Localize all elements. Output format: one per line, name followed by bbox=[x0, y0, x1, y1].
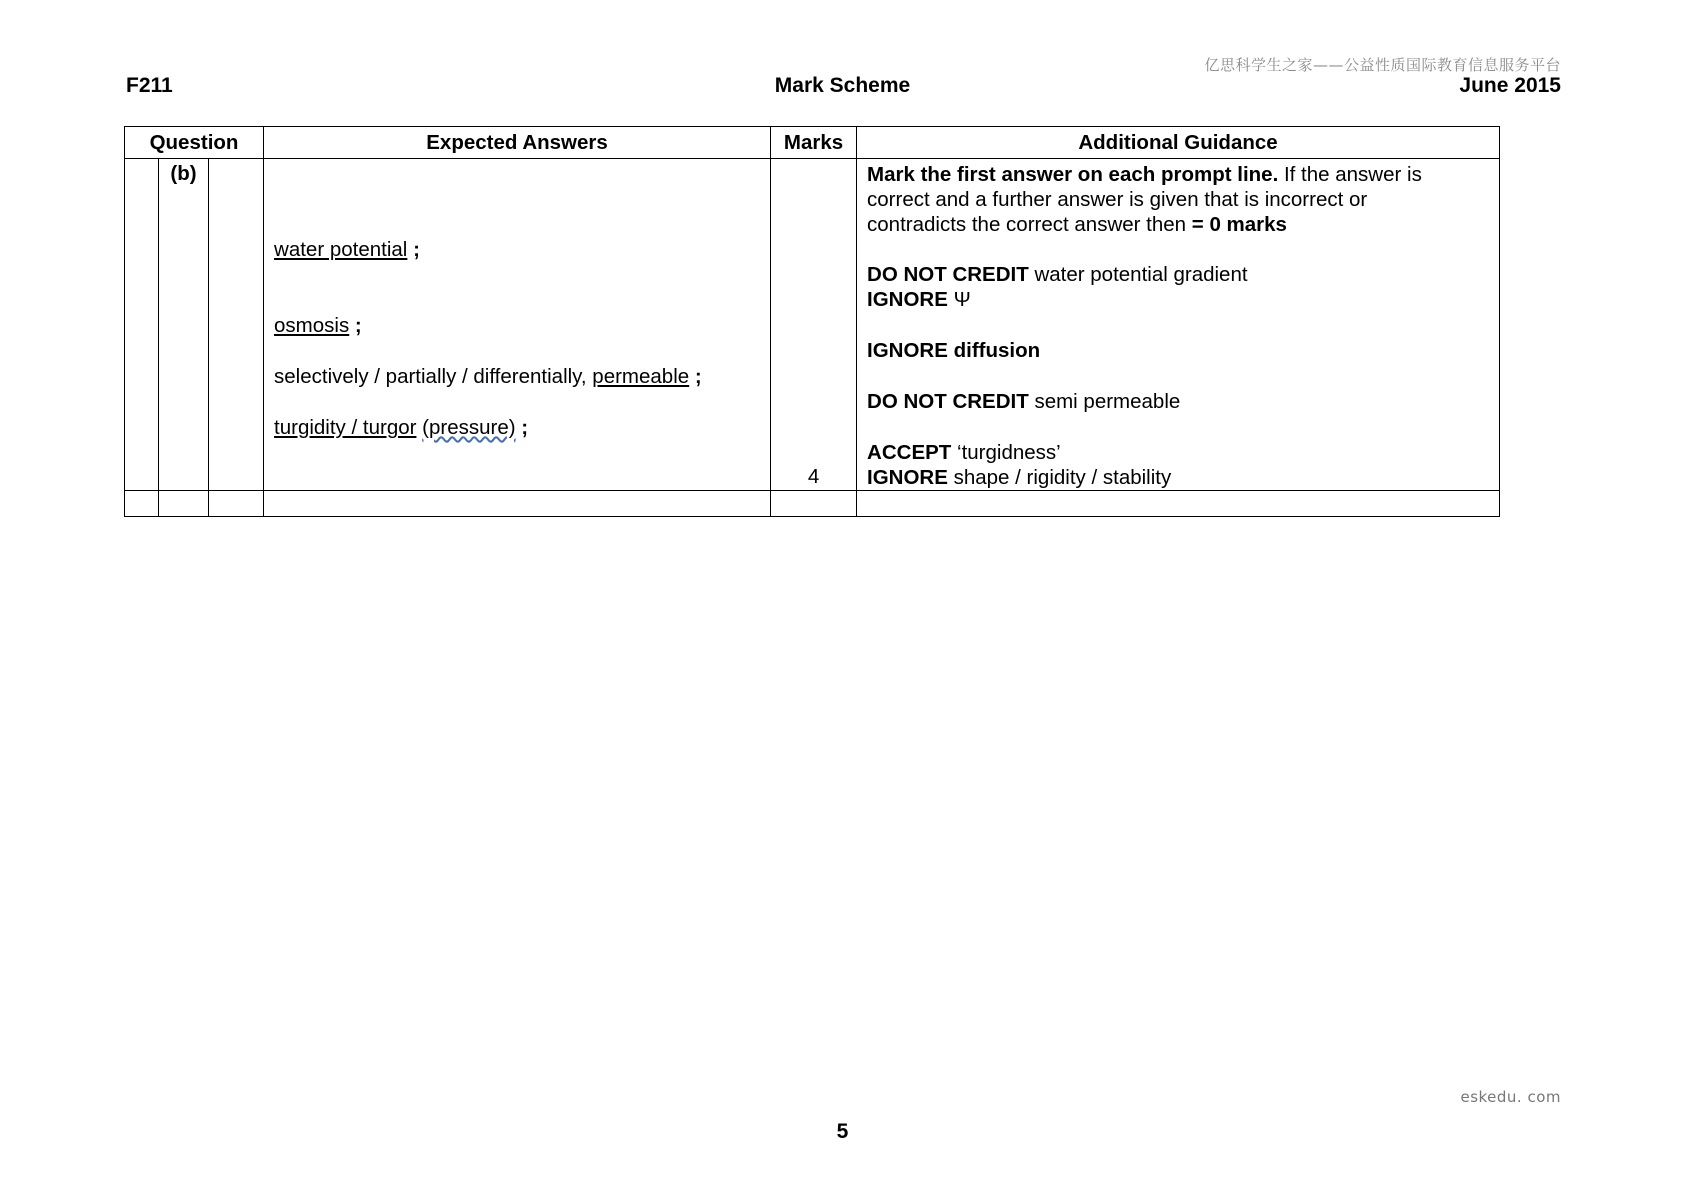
guidance-osmosis: IGNORE diffusion bbox=[867, 339, 1041, 362]
document-title: Mark Scheme bbox=[774, 74, 911, 97]
guidance-permeable: DO NOT CREDIT semi permeable bbox=[867, 390, 1181, 413]
header-expected-answers: Expected Answers bbox=[264, 127, 771, 159]
header-question: Question bbox=[125, 127, 264, 159]
site-watermark: eskedu. com bbox=[1460, 1088, 1561, 1106]
marks-cell bbox=[771, 159, 857, 491]
header-additional-guidance: Additional Guidance bbox=[857, 127, 1500, 159]
table-header-row bbox=[125, 127, 1500, 159]
guidance-water-potential: DO NOT CREDIT water potential gradient bbox=[867, 263, 1248, 286]
header-marks: Marks bbox=[771, 127, 857, 159]
table-row-empty bbox=[125, 491, 1500, 517]
table-row bbox=[125, 159, 1500, 491]
answer-permeable: selectively / partially / differentially, permeable ; bbox=[274, 365, 702, 388]
expected-answers-cell bbox=[264, 159, 771, 491]
guidance-intro-line-3: contradicts the correct answer then = 0 marks bbox=[867, 213, 1287, 236]
question-subpart-cell bbox=[209, 159, 264, 491]
exam-date: June 2015 bbox=[1459, 74, 1561, 97]
question-part-cell: (b) bbox=[159, 159, 209, 491]
guidance-turgidity-accept: ACCEPT ‘turgidness’ bbox=[867, 441, 1061, 464]
answer-water-potential: water potential ; bbox=[274, 238, 420, 261]
paper-code: F211 bbox=[126, 74, 173, 97]
guidance-intro-line-1: Mark the first answer on each prompt line. If the answer is bbox=[867, 163, 1422, 186]
marks-value: 4 bbox=[807, 465, 820, 488]
question-number-cell bbox=[125, 159, 159, 491]
guidance-intro-line-2: correct and a further answer is given that is incorrect or bbox=[867, 188, 1368, 211]
answer-osmosis: osmosis ; bbox=[274, 314, 362, 337]
answer-turgidity: turgidity / turgor (pressure) ; bbox=[274, 416, 529, 439]
guidance-ignore-psi: IGNORE Ψ bbox=[867, 288, 971, 311]
watermark-text: 亿思科学生之家——公益性质国际教育信息服务平台 bbox=[1204, 56, 1561, 74]
guidance-cell bbox=[857, 159, 1500, 491]
page-number: 5 bbox=[836, 1120, 849, 1143]
mark-scheme-table bbox=[124, 126, 1500, 517]
guidance-turgidity-ignore: IGNORE shape / rigidity / stability bbox=[867, 466, 1172, 489]
